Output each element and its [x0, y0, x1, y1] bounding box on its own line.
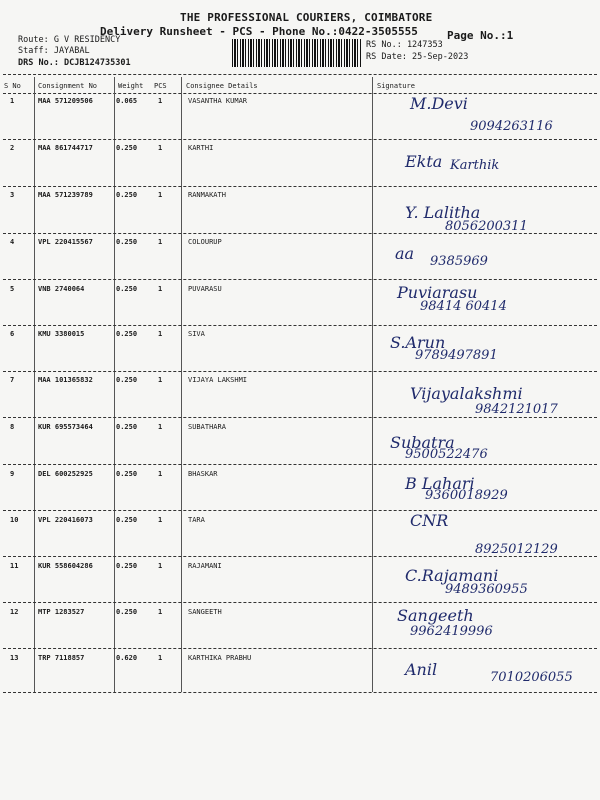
- weight-value: 0.620: [116, 654, 138, 662]
- col-sno: S No: [4, 82, 21, 90]
- weight-value: 0.250: [116, 330, 138, 338]
- consignee-name: KARTHIKA PRABHU: [188, 654, 252, 662]
- signature-handwriting: Sangeeth: [397, 606, 474, 625]
- signature-handwriting: B Lahari: [405, 474, 475, 493]
- weight-value: 0.250: [116, 191, 138, 199]
- consignee-name: RANMAKATH: [188, 191, 226, 199]
- row-divider: [3, 692, 597, 693]
- table-top-rule: [3, 74, 597, 75]
- consignment-number: MAA 571239789: [38, 191, 93, 199]
- drs-number: DRS No.: DCJB124735301: [18, 58, 131, 68]
- signature-handwriting: M.Devi: [410, 94, 468, 113]
- signature-phone-handwriting: Karthik: [450, 158, 500, 173]
- consignee-name: SUBATHARA: [188, 423, 226, 431]
- weight-value: 0.065: [116, 97, 138, 105]
- consignment-number: DEL 600252925: [38, 470, 93, 478]
- rs-date: RS Date: 25-Sep-2023: [366, 52, 469, 62]
- signature-phone-handwriting: 8925012129: [475, 542, 558, 557]
- row-serial-number: 11: [10, 562, 19, 570]
- signature-handwriting: Puviarasu: [397, 283, 478, 302]
- col-consignment: Consignment No: [38, 82, 98, 90]
- row-divider: [3, 510, 597, 511]
- row-divider: [3, 139, 597, 140]
- signature-phone-handwriting: 9962419996: [410, 624, 493, 639]
- consignee-name: RAJAMANI: [188, 562, 222, 570]
- row-serial-number: 13: [10, 654, 19, 662]
- signature-phone-handwriting: 9489360955: [445, 582, 528, 597]
- pieces-count: 1: [158, 191, 163, 199]
- row-divider: [3, 371, 597, 372]
- weight-value: 0.250: [116, 285, 138, 293]
- pieces-count: 1: [158, 144, 163, 152]
- weight-value: 0.250: [116, 423, 138, 431]
- column-divider: [34, 77, 35, 692]
- pieces-count: 1: [158, 562, 163, 570]
- consignment-number: MAA 861744717: [38, 144, 93, 152]
- row-divider: [3, 648, 597, 649]
- weight-value: 0.250: [116, 516, 138, 524]
- row-divider: [3, 464, 597, 465]
- consignee-name: COLOURUP: [188, 238, 222, 246]
- consignment-number: KMU 3380015: [38, 330, 85, 338]
- pieces-count: 1: [158, 285, 163, 293]
- row-divider: [3, 186, 597, 187]
- route-label: Route: G V RESIDENCY: [18, 35, 121, 45]
- consignee-name: PUVARASU: [188, 285, 222, 293]
- row-divider: [3, 325, 597, 326]
- signature-phone-handwriting: 9385969: [430, 254, 488, 269]
- consignment-number: TRP 7118857: [38, 654, 85, 662]
- consignee-name: KARTHI: [188, 144, 214, 152]
- signature-phone-handwriting: 9094263116: [470, 119, 553, 134]
- col-pcs: PCS: [154, 82, 167, 90]
- row-serial-number: 7: [10, 376, 15, 384]
- pieces-count: 1: [158, 423, 163, 431]
- consignment-number: VPL 220416073: [38, 516, 93, 524]
- signature-handwriting: CNR: [410, 511, 449, 530]
- consignee-name: SIVA: [188, 330, 205, 338]
- row-divider: [3, 279, 597, 280]
- consignee-name: VIJAYA LAKSHMI: [188, 376, 248, 384]
- row-serial-number: 6: [10, 330, 15, 338]
- row-serial-number: 10: [10, 516, 19, 524]
- page-number: Page No.:1: [447, 29, 514, 42]
- row-serial-number: 9: [10, 470, 15, 478]
- signature-phone-handwriting: 9842121017: [475, 402, 558, 417]
- row-divider: [3, 417, 597, 418]
- runsheet-subtitle: Delivery Runsheet - PCS - Phone No.:0422-3505555: [100, 25, 418, 38]
- consignee-name: VASANTHA KUMAR: [188, 97, 248, 105]
- row-serial-number: 12: [10, 608, 19, 616]
- weight-value: 0.250: [116, 144, 138, 152]
- column-divider: [181, 77, 182, 692]
- consignment-number: VPL 220415567: [38, 238, 93, 246]
- row-divider: [3, 233, 597, 234]
- consignment-number: VNB 2740064: [38, 285, 85, 293]
- signature-phone-handwriting: 98414 60414: [420, 299, 507, 314]
- weight-value: 0.250: [116, 238, 138, 246]
- row-divider: [3, 602, 597, 603]
- signature-phone-handwriting: 9360018929: [425, 488, 508, 503]
- signature-phone-handwriting: 9500522476: [405, 447, 488, 462]
- header-rule: [3, 93, 597, 94]
- signature-handwriting: C.Rajamani: [405, 566, 499, 585]
- signature-phone-handwriting: 9789497891: [415, 348, 498, 363]
- weight-value: 0.250: [116, 562, 138, 570]
- weight-value: 0.250: [116, 470, 138, 478]
- row-serial-number: 4: [10, 238, 15, 246]
- pieces-count: 1: [158, 608, 163, 616]
- column-divider: [372, 77, 373, 692]
- col-signature: Signature: [377, 82, 415, 90]
- signature-handwriting: Anil: [405, 660, 438, 679]
- pieces-count: 1: [158, 516, 163, 524]
- col-consignee: Consignee Details: [186, 82, 258, 90]
- row-divider: [3, 556, 597, 557]
- weight-value: 0.250: [116, 376, 138, 384]
- company-title: THE PROFESSIONAL COURIERS, COIMBATORE: [180, 11, 433, 24]
- row-serial-number: 1: [10, 97, 15, 105]
- signature-handwriting: S.Arun: [390, 333, 446, 352]
- row-serial-number: 5: [10, 285, 15, 293]
- pieces-count: 1: [158, 470, 163, 478]
- column-divider: [114, 77, 115, 692]
- signature-handwriting: Subatra: [390, 433, 455, 452]
- row-serial-number: 3: [10, 191, 15, 199]
- row-serial-number: 2: [10, 144, 15, 152]
- barcode: [232, 39, 362, 67]
- signature-handwriting: Y. Lalitha: [405, 203, 481, 222]
- signature-handwriting: Vijayalakshmi: [410, 384, 523, 403]
- signature-handwriting: aa: [395, 244, 415, 263]
- consignment-number: MAA 571209506: [38, 97, 93, 105]
- pieces-count: 1: [158, 654, 163, 662]
- signature-phone-handwriting: 8056200311: [445, 219, 528, 234]
- col-weight: Weight: [118, 82, 144, 90]
- staff-label: Staff: JAYABAL: [18, 46, 90, 56]
- rs-number: RS No.: 1247353: [366, 40, 443, 50]
- pieces-count: 1: [158, 330, 163, 338]
- signature-phone-handwriting: 7010206055: [490, 670, 573, 685]
- weight-value: 0.250: [116, 608, 138, 616]
- consignment-number: MAA 101365832: [38, 376, 93, 384]
- consignee-name: TARA: [188, 516, 205, 524]
- pieces-count: 1: [158, 97, 163, 105]
- pieces-count: 1: [158, 376, 163, 384]
- row-serial-number: 8: [10, 423, 15, 431]
- pieces-count: 1: [158, 238, 163, 246]
- consignment-number: KUR 558604286: [38, 562, 93, 570]
- consignment-number: KUR 695573464: [38, 423, 93, 431]
- consignment-number: MTP 1283527: [38, 608, 85, 616]
- consignee-name: SANGEETH: [188, 608, 222, 616]
- consignee-name: BHASKAR: [188, 470, 218, 478]
- signature-handwriting: Ekta: [405, 152, 443, 171]
